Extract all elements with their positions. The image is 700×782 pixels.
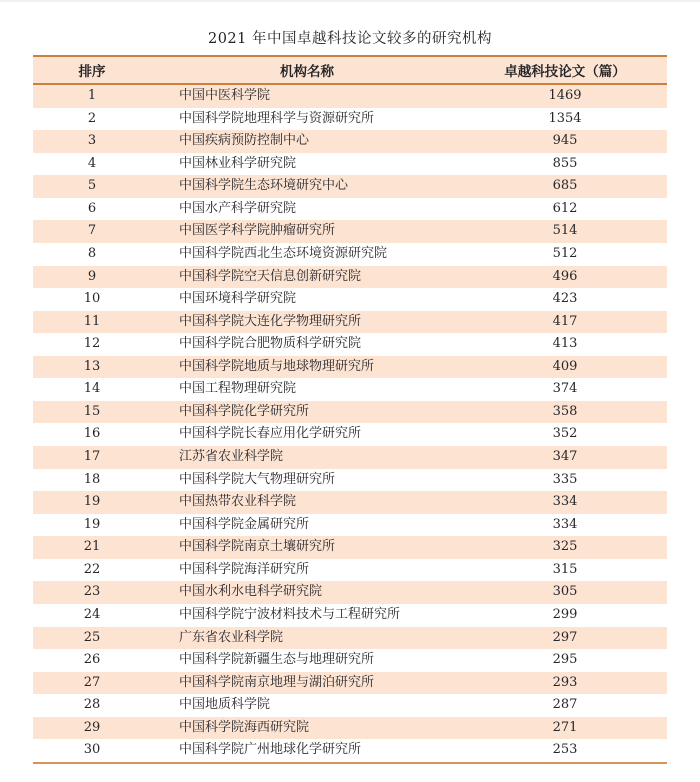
table-row [33, 220, 667, 243]
rank-cell: 2 [33, 108, 151, 131]
rank-cell: 25 [33, 627, 151, 650]
table-row [33, 649, 667, 672]
rank-cell: 16 [33, 423, 151, 446]
inst-cell: 中国科学院地质与地球物理研究所 [151, 356, 463, 379]
inst-cell: 中国科学院金属研究所 [151, 514, 463, 537]
papers-cell: 612 [463, 198, 667, 221]
rank-cell: 19 [33, 514, 151, 537]
papers-cell: 358 [463, 401, 667, 424]
rank-cell: 21 [33, 536, 151, 559]
table-row [33, 469, 667, 492]
inst-cell: 中国医学科学院肿瘤研究所 [151, 220, 463, 243]
inst-cell: 中国科学院空天信息创新研究院 [151, 266, 463, 289]
table-row [33, 717, 667, 740]
header-cell-papers: 卓越科技论文（篇） [463, 56, 667, 84]
rank-cell: 3 [33, 130, 151, 153]
inst-cell: 中国科学院南京地理与湖泊研究所 [151, 672, 463, 695]
inst-cell: 中国地质科学院 [151, 694, 463, 717]
inst-cell: 中国科学院宁波材料技术与工程研究所 [151, 604, 463, 627]
inst-cell: 中国科学院广州地球化学研究所 [151, 739, 463, 763]
inst-cell: 中国工程物理研究院 [151, 378, 463, 401]
document-page [0, 2, 700, 764]
rank-cell: 28 [33, 694, 151, 717]
papers-cell: 347 [463, 446, 667, 469]
rank-cell: 24 [33, 604, 151, 627]
inst-cell: 中国环境科学研究院 [151, 288, 463, 311]
rank-cell: 15 [33, 401, 151, 424]
rank-cell: 10 [33, 288, 151, 311]
table-row [33, 198, 667, 221]
header-row [33, 56, 667, 84]
inst-cell: 中国林业科学研究院 [151, 153, 463, 176]
papers-cell: 423 [463, 288, 667, 311]
rank-cell: 1 [33, 84, 151, 108]
papers-cell: 334 [463, 491, 667, 514]
papers-cell: 287 [463, 694, 667, 717]
papers-cell: 315 [463, 559, 667, 582]
table-header [33, 56, 667, 84]
rank-cell: 4 [33, 153, 151, 176]
papers-cell: 685 [463, 175, 667, 198]
papers-cell: 335 [463, 469, 667, 492]
inst-cell: 中国中医科学院 [151, 84, 463, 108]
rank-cell: 7 [33, 220, 151, 243]
papers-cell: 413 [463, 333, 667, 356]
rank-cell: 26 [33, 649, 151, 672]
table-row [33, 423, 667, 446]
rank-cell: 27 [33, 672, 151, 695]
table-row [33, 153, 667, 176]
table-row [33, 401, 667, 424]
papers-cell: 271 [463, 717, 667, 740]
table-body [33, 84, 667, 763]
papers-cell: 945 [463, 130, 667, 153]
ranking-table [33, 55, 667, 764]
table-row [33, 333, 667, 356]
papers-cell: 295 [463, 649, 667, 672]
table-row [33, 108, 667, 131]
papers-cell: 1469 [463, 84, 667, 108]
inst-cell: 中国科学院大连化学物理研究所 [151, 311, 463, 334]
rank-cell: 8 [33, 243, 151, 266]
table-row [33, 739, 667, 763]
rank-cell: 12 [33, 333, 151, 356]
rank-cell: 13 [33, 356, 151, 379]
inst-cell: 中国热带农业科学院 [151, 491, 463, 514]
papers-cell: 514 [463, 220, 667, 243]
table-row [33, 130, 667, 153]
rank-cell: 5 [33, 175, 151, 198]
table-row [33, 514, 667, 537]
inst-cell: 中国科学院地理科学与资源研究所 [151, 108, 463, 131]
papers-cell: 297 [463, 627, 667, 650]
papers-cell: 409 [463, 356, 667, 379]
inst-cell: 中国水利水电科学研究院 [151, 581, 463, 604]
papers-cell: 299 [463, 604, 667, 627]
table-row [33, 672, 667, 695]
table-row [33, 243, 667, 266]
inst-cell: 中国科学院化学研究所 [151, 401, 463, 424]
table-row [33, 356, 667, 379]
rank-cell: 18 [33, 469, 151, 492]
inst-cell: 中国科学院西北生态环境资源研究院 [151, 243, 463, 266]
table-row [33, 84, 667, 108]
papers-cell: 325 [463, 536, 667, 559]
rank-cell: 22 [33, 559, 151, 582]
papers-cell: 253 [463, 739, 667, 763]
table-row [33, 491, 667, 514]
papers-cell: 855 [463, 153, 667, 176]
table-row [33, 288, 667, 311]
rank-cell: 11 [33, 311, 151, 334]
papers-cell: 496 [463, 266, 667, 289]
rank-cell: 29 [33, 717, 151, 740]
papers-cell: 334 [463, 514, 667, 537]
table-row [33, 536, 667, 559]
rank-cell: 19 [33, 491, 151, 514]
rank-cell: 17 [33, 446, 151, 469]
table-row [33, 694, 667, 717]
inst-cell: 中国科学院大气物理研究所 [151, 469, 463, 492]
inst-cell: 中国科学院长春应用化学研究所 [151, 423, 463, 446]
table-row [33, 311, 667, 334]
rank-cell: 14 [33, 378, 151, 401]
papers-cell: 305 [463, 581, 667, 604]
papers-cell: 293 [463, 672, 667, 695]
table-row [33, 627, 667, 650]
rank-cell: 9 [33, 266, 151, 289]
inst-cell: 中国科学院新疆生态与地理研究所 [151, 649, 463, 672]
inst-cell: 中国疾病预防控制中心 [151, 130, 463, 153]
inst-cell: 中国科学院海西研究院 [151, 717, 463, 740]
inst-cell: 中国科学院生态环境研究中心 [151, 175, 463, 198]
inst-cell: 中国科学院海洋研究所 [151, 559, 463, 582]
inst-cell: 中国科学院南京土壤研究所 [151, 536, 463, 559]
papers-cell: 512 [463, 243, 667, 266]
header-cell-institution: 机构名称 [151, 56, 463, 84]
inst-cell: 中国科学院合肥物质科学研究院 [151, 333, 463, 356]
header-cell-rank: 排序 [33, 56, 151, 84]
inst-cell: 中国水产科学研究院 [151, 198, 463, 221]
inst-cell: 广东省农业科学院 [151, 627, 463, 650]
rank-cell: 23 [33, 581, 151, 604]
papers-cell: 374 [463, 378, 667, 401]
papers-cell: 1354 [463, 108, 667, 131]
table-row [33, 378, 667, 401]
papers-cell: 352 [463, 423, 667, 446]
rank-cell: 30 [33, 739, 151, 763]
table-row [33, 266, 667, 289]
table-row [33, 581, 667, 604]
table-row [33, 604, 667, 627]
rank-cell: 6 [33, 198, 151, 221]
papers-cell: 417 [463, 311, 667, 334]
table-row [33, 175, 667, 198]
table-row [33, 446, 667, 469]
inst-cell: 江苏省农业科学院 [151, 446, 463, 469]
table-title: 2021 年中国卓越科技论文较多的研究机构 [207, 31, 492, 47]
table-row [33, 559, 667, 582]
